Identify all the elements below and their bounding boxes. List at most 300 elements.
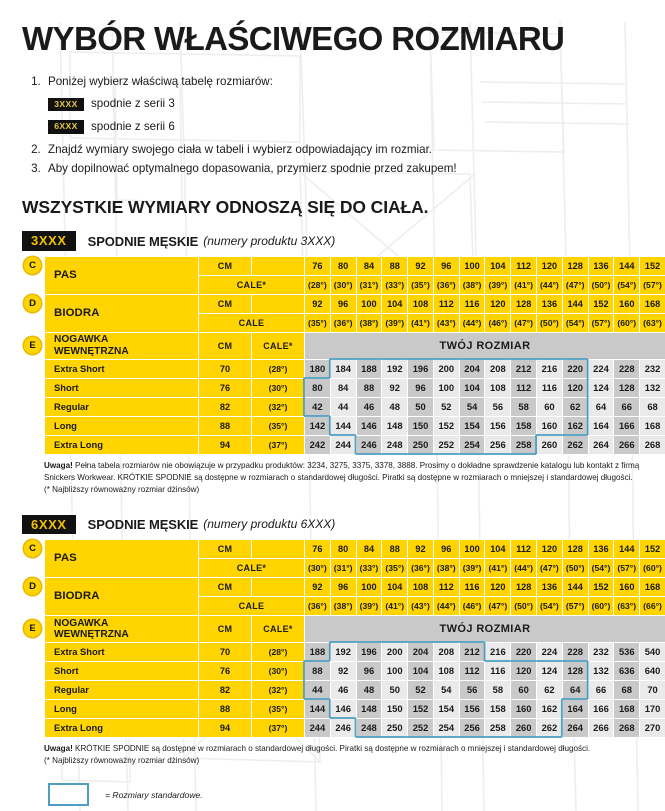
biodra-cale-value: (63°) — [614, 596, 640, 615]
marker-waist: C — [24, 257, 41, 274]
pas-cm-value: 144 — [614, 256, 640, 275]
table-3xxx-title-sub: (numery produktu 3XXX) — [203, 234, 335, 248]
pas-cm-value: 128 — [562, 539, 588, 558]
instruction-step-3: 3. Aby dopilnować optymalnego dopasowania, przymierz spodnie przed zakupem! — [44, 160, 643, 178]
size-cell: 52 — [408, 680, 434, 699]
biodra-cm-value: 168 — [640, 294, 665, 313]
size-cell: 152 — [408, 699, 434, 718]
size-table-6xxx — [44, 539, 665, 738]
leg-cale-value: (32°) — [252, 680, 305, 699]
size-cell: 120 — [511, 661, 537, 680]
leg-cm-value: 76 — [199, 661, 252, 680]
size-cell: 44 — [330, 397, 356, 416]
column-group-header-twoj-rozmiar: TWÓJ ROZMIAR — [305, 615, 665, 642]
biodra-cale-value: (46°) — [459, 596, 485, 615]
pas-cm-value: 80 — [330, 539, 356, 558]
spacer-cell — [252, 294, 305, 313]
size-cell: 46 — [356, 397, 382, 416]
biodra-cm-value: 104 — [382, 294, 408, 313]
pas-cale-value: (57°) — [614, 558, 640, 577]
legend-standard-size-box — [48, 783, 89, 806]
biodra-cm-value: 112 — [433, 577, 459, 596]
size-table-3xxx — [44, 256, 665, 455]
leg-length-name: Long — [45, 416, 199, 435]
instruction-step-1 — [44, 73, 643, 136]
size-cell: 150 — [408, 416, 434, 435]
legend — [48, 783, 643, 806]
size-cell: 160 — [537, 416, 563, 435]
size-cell: 228 — [614, 359, 640, 378]
leg-cm-value: 70 — [199, 359, 252, 378]
size-cell: 64 — [588, 397, 614, 416]
size-cell: 168 — [640, 416, 665, 435]
size-cell: 56 — [485, 397, 511, 416]
marker-waist: C — [24, 540, 41, 557]
nogawka-label-line2: WEWNĘTRZNA — [54, 629, 129, 640]
nogawka-label-line1: NOGAWKA — [54, 334, 108, 345]
size-cell: 184 — [330, 359, 356, 378]
pas-cm-value: 112 — [511, 539, 537, 558]
unit-cale: CALE* — [199, 275, 305, 294]
table-row-pas-cm — [45, 539, 665, 558]
size-cell: 92 — [382, 378, 408, 397]
size-cell: 162 — [537, 699, 563, 718]
series-choice-list — [48, 95, 643, 136]
size-cell: 154 — [433, 699, 459, 718]
biodra-cm-value: 160 — [614, 294, 640, 313]
size-cell: 162 — [562, 416, 588, 435]
size-cell: 154 — [459, 416, 485, 435]
row-label-pas: PAS — [45, 539, 199, 577]
size-cell: 254 — [459, 435, 485, 454]
pas-cale-value: (47°) — [537, 558, 563, 577]
size-cell: 168 — [614, 699, 640, 718]
size-cell: 260 — [537, 435, 563, 454]
biodra-cm-value: 92 — [305, 294, 331, 313]
size-cell: 64 — [562, 680, 588, 699]
size-cell: 256 — [485, 435, 511, 454]
biodra-cale-value: (47°) — [485, 596, 511, 615]
leg-length-name: Extra Long — [45, 435, 199, 454]
size-cell: 124 — [537, 661, 563, 680]
pas-cale-value: (39°) — [459, 558, 485, 577]
size-cell: 224 — [537, 642, 563, 661]
table-row-leg — [45, 416, 665, 435]
size-cell: 80 — [305, 378, 331, 397]
size-cell: 100 — [433, 378, 459, 397]
pas-cale-value: (30°) — [330, 275, 356, 294]
size-cell: 44 — [305, 680, 331, 699]
pas-cale-value: (47°) — [562, 275, 588, 294]
biodra-cale-value: (41°) — [408, 313, 434, 332]
biodra-cm-value: 96 — [330, 577, 356, 596]
size-cell: 96 — [408, 378, 434, 397]
size-cell: 166 — [614, 416, 640, 435]
unit-cale: CALE* — [252, 615, 305, 642]
size-cell: 242 — [305, 435, 331, 454]
size-cell: 224 — [588, 359, 614, 378]
size-cell: 208 — [485, 359, 511, 378]
leg-length-name: Short — [45, 661, 199, 680]
nogawka-label-line1: NOGAWKA — [54, 618, 108, 629]
pas-cale-value: (28°) — [305, 275, 331, 294]
size-cell: 204 — [408, 642, 434, 661]
size-cell: 232 — [640, 359, 665, 378]
size-cell: 196 — [356, 642, 382, 661]
size-cell: 262 — [562, 435, 588, 454]
series-3-badge: 3XXX — [48, 98, 84, 112]
biodra-cale-value: (43°) — [408, 596, 434, 615]
size-cell: 92 — [330, 661, 356, 680]
size-cell: 200 — [382, 642, 408, 661]
marker-hip: D — [24, 295, 41, 312]
size-cell: 246 — [330, 718, 356, 737]
size-cell: 640 — [640, 661, 665, 680]
table-row-biodra-cm — [45, 577, 665, 596]
row-label-nogawka — [45, 332, 199, 359]
table-6xxx-note — [44, 743, 665, 767]
pas-cm-value: 96 — [433, 256, 459, 275]
size-cell: 170 — [640, 699, 665, 718]
pas-cm-value: 120 — [537, 539, 563, 558]
biodra-cm-value: 108 — [408, 577, 434, 596]
unit-cale: CALE* — [199, 558, 305, 577]
size-cell: 244 — [305, 718, 331, 737]
size-cell: 128 — [614, 378, 640, 397]
table-row-leg — [45, 397, 665, 416]
biodra-cm-value: 116 — [459, 577, 485, 596]
size-cell: 48 — [382, 397, 408, 416]
table-row-leg — [45, 378, 665, 397]
table-row-leg — [45, 359, 665, 378]
biodra-cale-value: (57°) — [588, 313, 614, 332]
column-group-header-twoj-rozmiar: TWÓJ ROZMIAR — [305, 332, 665, 359]
size-cell: 68 — [640, 397, 665, 416]
table-row-biodra-cm — [45, 294, 665, 313]
biodra-cale-value: (36°) — [330, 313, 356, 332]
pas-cale-value: (44°) — [511, 558, 537, 577]
size-cell: 104 — [459, 378, 485, 397]
size-cell: 62 — [537, 680, 563, 699]
size-cell: 188 — [356, 359, 382, 378]
size-cell: 132 — [640, 378, 665, 397]
instructions-list — [22, 73, 643, 179]
pas-cm-value: 100 — [459, 539, 485, 558]
size-cell: 124 — [588, 378, 614, 397]
size-cell: 254 — [433, 718, 459, 737]
pas-cale-value: (50°) — [588, 275, 614, 294]
spacer-cell — [252, 539, 305, 558]
pas-cale-value: (39°) — [485, 275, 511, 294]
pas-cm-value: 84 — [356, 256, 382, 275]
size-cell: 246 — [356, 435, 382, 454]
biodra-cm-value: 100 — [356, 294, 382, 313]
section-subtitle: WSZYSTKIE WYMIARY ODNOSZĄ SIĘ DO CIAŁA. — [22, 197, 643, 218]
pas-cale-value: (44°) — [537, 275, 563, 294]
leg-cm-value: 94 — [199, 435, 252, 454]
size-cell: 158 — [511, 416, 537, 435]
table-row-nogawka-header — [45, 615, 665, 642]
size-cell: 212 — [459, 642, 485, 661]
leg-length-name: Extra Short — [45, 359, 199, 378]
size-cell: 180 — [305, 359, 331, 378]
table-3xxx-title-main: SPODNIE MĘSKIE — [88, 234, 199, 249]
size-cell: 88 — [356, 378, 382, 397]
size-cell: 66 — [588, 680, 614, 699]
table-row-leg — [45, 642, 665, 661]
size-cell: 66 — [614, 397, 640, 416]
size-cell: 52 — [433, 397, 459, 416]
size-cell: 88 — [305, 661, 331, 680]
spacer-cell — [252, 577, 305, 596]
size-cell: 164 — [588, 416, 614, 435]
biodra-cale-value: (38°) — [330, 596, 356, 615]
pas-cale-value: (38°) — [433, 558, 459, 577]
leg-length-name: Extra Short — [45, 642, 199, 661]
leg-length-name: Regular — [45, 397, 199, 416]
size-cell: 116 — [485, 661, 511, 680]
table-3xxx-note-text: Pełna tabela rozmiarów nie obowiązuje w przypadku produktów: 3234, 3275, 3375, 3378, 3888. Prosimy o dokładne sprawdzenie katalogu lub kontakt z firmą Snickers Workwear. KRÓTKIE SPODNIE są dostępne w rozmiarach o standardowej długości. Piratki są dostępne w rozmiarach o mniejszej i standardowej długości. — [44, 461, 639, 482]
biodra-cm-value: 160 — [614, 577, 640, 596]
size-cell: 60 — [511, 680, 537, 699]
pas-cm-value: 84 — [356, 539, 382, 558]
pas-cale-value: (60°) — [640, 558, 665, 577]
biodra-cm-value: 152 — [588, 577, 614, 596]
pas-cale-value: (54°) — [588, 558, 614, 577]
pas-cm-value: 104 — [485, 539, 511, 558]
biodra-cm-value: 96 — [330, 294, 356, 313]
size-cell: 108 — [433, 661, 459, 680]
pas-cm-value: 80 — [330, 256, 356, 275]
size-cell: 228 — [562, 642, 588, 661]
marker-hip: D — [24, 578, 41, 595]
biodra-cale-value: (47°) — [511, 313, 537, 332]
size-cell: 266 — [614, 435, 640, 454]
leg-cale-value: (35°) — [252, 699, 305, 718]
size-cell: 260 — [511, 718, 537, 737]
size-cell: 50 — [408, 397, 434, 416]
size-cell: 220 — [511, 642, 537, 661]
size-cell: 112 — [511, 378, 537, 397]
leg-cale-value: (32°) — [252, 397, 305, 416]
table-3xxx-note-line2: (* Najbliższy równoważny rozmiar dżinsów) — [44, 485, 199, 494]
size-cell: 58 — [511, 397, 537, 416]
table-row-leg — [45, 680, 665, 699]
size-cell: 42 — [305, 397, 331, 416]
size-cell: 248 — [382, 435, 408, 454]
biodra-cale-value: (46°) — [485, 313, 511, 332]
leg-cm-value: 82 — [199, 680, 252, 699]
leg-cm-value: 88 — [199, 416, 252, 435]
size-cell: 536 — [614, 642, 640, 661]
pas-cale-value: (31°) — [330, 558, 356, 577]
pas-cm-value: 76 — [305, 256, 331, 275]
unit-cm: CM — [199, 332, 252, 359]
size-cell: 262 — [537, 718, 563, 737]
biodra-cm-value: 168 — [640, 577, 665, 596]
leg-cm-value: 70 — [199, 642, 252, 661]
row-label-nogawka — [45, 615, 199, 642]
leg-cm-value: 76 — [199, 378, 252, 397]
size-cell: 50 — [382, 680, 408, 699]
biodra-cale-value: (50°) — [537, 313, 563, 332]
biodra-cale-value: (54°) — [537, 596, 563, 615]
size-cell: 146 — [356, 416, 382, 435]
leg-length-name: Short — [45, 378, 199, 397]
table-3xxx-note — [44, 460, 665, 496]
size-cell: 264 — [588, 435, 614, 454]
leg-cm-value: 82 — [199, 397, 252, 416]
size-cell: 144 — [330, 416, 356, 435]
size-cell: 62 — [562, 397, 588, 416]
biodra-cm-value: 144 — [562, 577, 588, 596]
size-cell: 248 — [356, 718, 382, 737]
pas-cm-value: 136 — [588, 256, 614, 275]
size-cell: 142 — [305, 416, 331, 435]
pas-cale-value: (54°) — [614, 275, 640, 294]
table-3xxx-badge: 3XXX — [22, 231, 76, 251]
size-cell: 132 — [588, 661, 614, 680]
size-cell: 144 — [305, 699, 331, 718]
size-cell: 108 — [485, 378, 511, 397]
leg-length-name: Long — [45, 699, 199, 718]
size-cell: 70 — [640, 680, 665, 699]
biodra-cm-value: 104 — [382, 577, 408, 596]
table-6xxx-note-text: KRÓTKIE SPODNIE są dostępne w rozmiarach o standardowej długości. Piratki są dostępne w rozmiarach o mniejszej i standardowej długości. — [75, 744, 590, 753]
biodra-cale-value: (44°) — [433, 596, 459, 615]
leg-cm-value: 94 — [199, 718, 252, 737]
series-6-label: spodnie z serii 6 — [91, 118, 175, 136]
leg-cale-value: (30°) — [252, 378, 305, 397]
size-cell: 268 — [614, 718, 640, 737]
pas-cale-value: (33°) — [382, 275, 408, 294]
pas-cale-value: (41°) — [511, 275, 537, 294]
table-3xxx-title — [22, 232, 643, 251]
table-3xxx-note-bold: Uwaga! — [44, 461, 73, 470]
marker-inseam: E — [24, 337, 41, 354]
biodra-cale-value: (36°) — [305, 596, 331, 615]
leg-length-name: Regular — [45, 680, 199, 699]
size-cell: 252 — [433, 435, 459, 454]
size-cell: 164 — [562, 699, 588, 718]
size-cell: 100 — [382, 661, 408, 680]
nogawka-label-line2: WEWNĘTRZNA — [54, 346, 129, 357]
leg-length-name: Extra Long — [45, 718, 199, 737]
size-cell: 46 — [330, 680, 356, 699]
size-cell: 212 — [511, 359, 537, 378]
pas-cm-value: 152 — [640, 256, 665, 275]
table-row-leg — [45, 718, 665, 737]
size-cell: 54 — [459, 397, 485, 416]
series-6-row[interactable] — [48, 118, 643, 136]
pas-cm-value: 104 — [485, 256, 511, 275]
table-row-leg — [45, 435, 665, 454]
pas-cm-value: 100 — [459, 256, 485, 275]
biodra-cm-value: 128 — [511, 577, 537, 596]
size-cell: 56 — [459, 680, 485, 699]
size-cell: 250 — [382, 718, 408, 737]
table-6xxx-title-main: SPODNIE MĘSKIE — [88, 517, 199, 532]
size-cell: 60 — [537, 397, 563, 416]
pas-cm-value: 92 — [408, 539, 434, 558]
series-3-row[interactable] — [48, 95, 643, 113]
pas-cale-value: (36°) — [408, 558, 434, 577]
table-6xxx-note-line2: (* Najbliższy równoważny rozmiar dżinsów) — [44, 756, 199, 765]
size-cell: 58 — [485, 680, 511, 699]
biodra-cale-value: (35°) — [305, 313, 331, 332]
biodra-cale-value: (66°) — [640, 596, 665, 615]
size-cell: 258 — [485, 718, 511, 737]
size-cell: 192 — [382, 359, 408, 378]
biodra-cm-value: 100 — [356, 577, 382, 596]
size-cell: 68 — [614, 680, 640, 699]
size-cell: 84 — [330, 378, 356, 397]
table-row-leg — [45, 699, 665, 718]
spacer-cell — [252, 256, 305, 275]
size-cell: 252 — [408, 718, 434, 737]
unit-cm: CM — [199, 577, 252, 596]
size-cell: 54 — [433, 680, 459, 699]
unit-cale: CALE — [199, 596, 305, 615]
size-cell: 158 — [485, 699, 511, 718]
pas-cale-value: (30°) — [305, 558, 331, 577]
marker-inseam: E — [24, 620, 41, 637]
size-cell: 188 — [305, 642, 331, 661]
unit-cale: CALE — [199, 313, 305, 332]
size-cell: 270 — [640, 718, 665, 737]
size-cell: 166 — [588, 699, 614, 718]
size-cell: 104 — [408, 661, 434, 680]
leg-cale-value: (35°) — [252, 416, 305, 435]
biodra-cale-value: (57°) — [562, 596, 588, 615]
table-6xxx-wrapper — [22, 539, 643, 738]
row-label-biodra: BIODRA — [45, 294, 199, 332]
pas-cm-value: 120 — [537, 256, 563, 275]
size-cell: 208 — [433, 642, 459, 661]
size-cell: 244 — [330, 435, 356, 454]
leg-cm-value: 88 — [199, 699, 252, 718]
size-cell: 148 — [382, 416, 408, 435]
size-cell: 256 — [459, 718, 485, 737]
table-6xxx-badge: 6XXX — [22, 515, 76, 535]
size-cell: 160 — [511, 699, 537, 718]
size-cell: 216 — [537, 359, 563, 378]
biodra-cm-value: 136 — [537, 294, 563, 313]
biodra-cm-value: 136 — [537, 577, 563, 596]
size-cell: 148 — [356, 699, 382, 718]
biodra-cm-value: 144 — [562, 294, 588, 313]
size-cell: 636 — [614, 661, 640, 680]
pas-cale-value: (38°) — [459, 275, 485, 294]
pas-cale-value: (36°) — [433, 275, 459, 294]
unit-cm: CM — [199, 615, 252, 642]
biodra-cale-value: (44°) — [459, 313, 485, 332]
biodra-cale-value: (41°) — [382, 596, 408, 615]
biodra-cale-value: (38°) — [356, 313, 382, 332]
row-label-pas: PAS — [45, 256, 199, 294]
size-cell: 96 — [356, 661, 382, 680]
size-cell: 146 — [330, 699, 356, 718]
leg-cale-value: (37°) — [252, 435, 305, 454]
leg-cale-value: (30°) — [252, 661, 305, 680]
size-cell: 152 — [433, 416, 459, 435]
size-cell: 266 — [588, 718, 614, 737]
instruction-step-2: 2. Znajdź wymiary swojego ciała w tabeli i wybierz odpowiadający im rozmiar. — [44, 141, 643, 159]
series-3-label: spodnie z serii 3 — [91, 95, 175, 113]
table-row-leg — [45, 661, 665, 680]
size-cell: 258 — [511, 435, 537, 454]
size-cell: 204 — [459, 359, 485, 378]
